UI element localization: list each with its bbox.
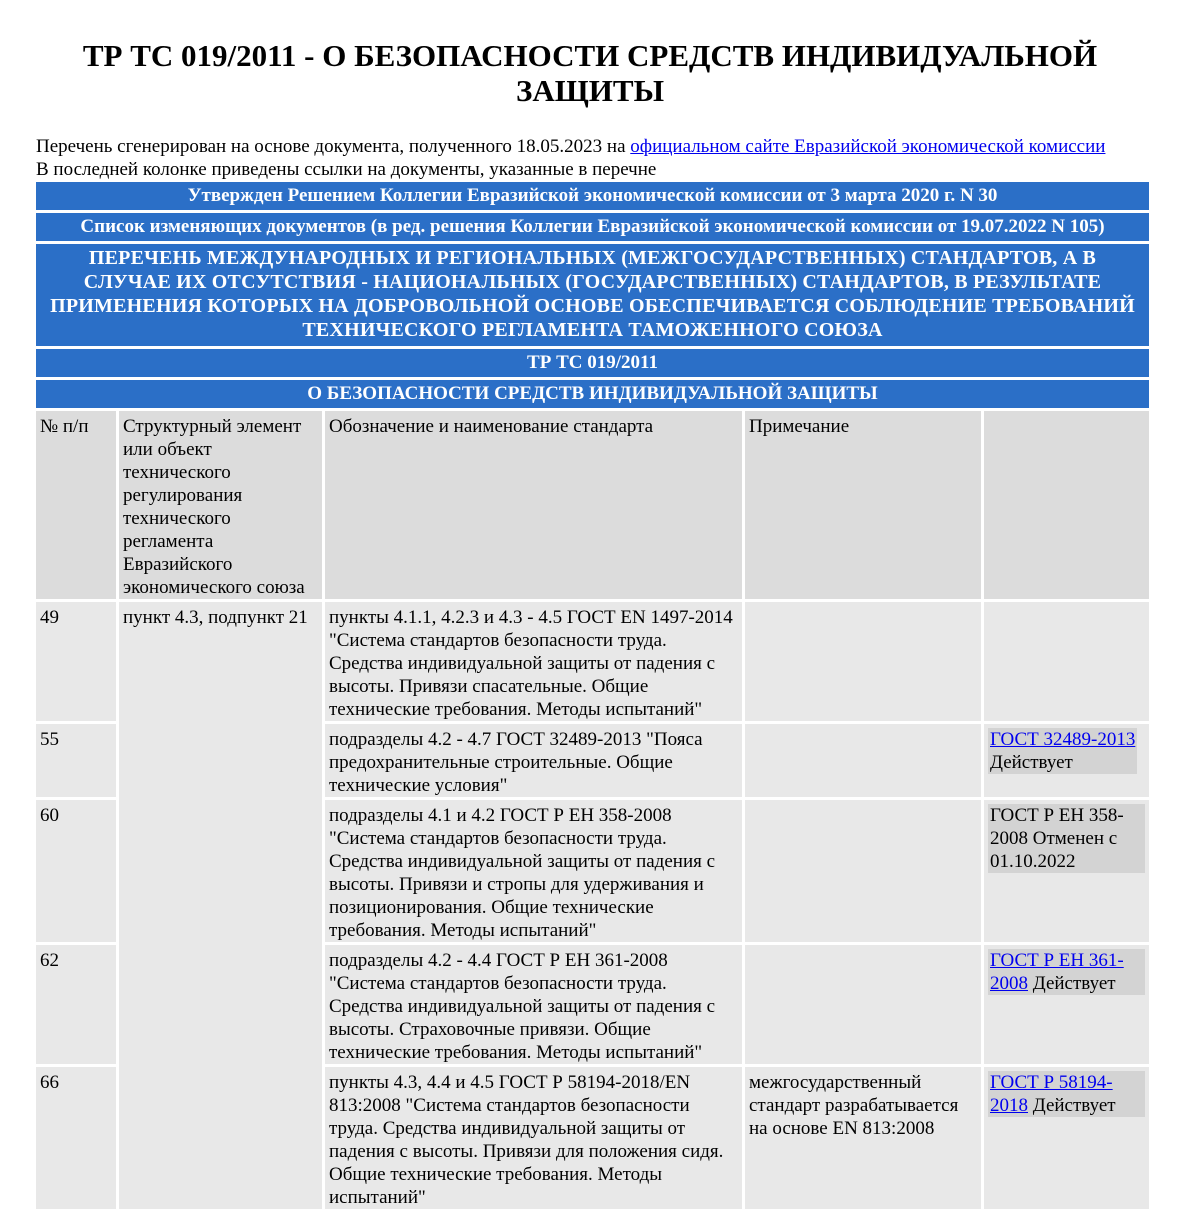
status-text: Действует bbox=[1032, 1095, 1116, 1116]
eec-site-link[interactable]: официальном сайте Евразийской экономической комиссии bbox=[630, 136, 1106, 157]
status-text: Действует bbox=[1032, 973, 1116, 994]
col-header-num: № п/п bbox=[36, 411, 116, 599]
intro-line-1 bbox=[36, 135, 1144, 158]
intro-prefix: Перечень сгенерирован на основе документа, полученного 18.05.2023 на bbox=[36, 136, 631, 157]
page-title: ТР ТС 019/2011 - О БЕЗОПАСНОСТИ СРЕДСТВ ИНДИВИДУАЛЬНОЙ ЗАЩИТЫ bbox=[82, 38, 1098, 108]
row-standard: пункты 4.3, 4.4 и 4.5 ГОСТ Р 58194-2018/EN 813:2008 "Система стандартов безопасности труда. Средства индивидуальной защиты от падения с высоты. Привязи для положения сидя. Общие технические требования. Методы испытаний" bbox=[325, 1067, 742, 1209]
row-status bbox=[984, 724, 1149, 797]
regulation-name-header: О БЕЗОПАСНОСТИ СРЕДСТВ ИНДИВИДУАЛЬНОЙ ЗАЩИТЫ bbox=[36, 380, 1149, 408]
row-note bbox=[745, 945, 981, 1064]
col-header-note: Примечание bbox=[745, 411, 981, 599]
status-badge bbox=[988, 728, 1137, 774]
row-num: 60 bbox=[36, 800, 116, 942]
intro bbox=[36, 135, 1144, 181]
standard-link[interactable]: ГОСТ Р 58194-2018 bbox=[990, 1072, 1113, 1116]
row-element: пункт 4.3, подпункт 21 bbox=[119, 602, 322, 1209]
status-badge bbox=[988, 949, 1145, 995]
approved-header: Утвержден Решением Коллегии Евразийской экономической комиссии от 3 марта 2020 г. N 30 bbox=[36, 182, 1149, 210]
row-num: 55 bbox=[36, 724, 116, 797]
status-text: Действует bbox=[990, 752, 1073, 773]
row-standard: подразделы 4.2 - 4.7 ГОСТ 32489-2013 "Пояса предохранительные строительные. Общие технические условия" bbox=[325, 724, 742, 797]
amendments-header: Список изменяющих документов (в ред. решения Коллегии Евразийской экономической комиссии от 19.07.2022 N 105) bbox=[36, 213, 1149, 241]
status-badge bbox=[988, 1071, 1145, 1117]
row-standard: пункты 4.1.1, 4.2.3 и 4.3 - 4.5 ГОСТ EN 1497-2014 "Система стандартов безопасности труда. Средства индивидуальной защиты от падения с высоты. Привязи спасательные. Общие технические требования. Методы испытаний" bbox=[325, 602, 742, 721]
col-header-link bbox=[984, 411, 1149, 599]
row-standard: подразделы 4.1 и 4.2 ГОСТ Р ЕН 358-2008 "Система стандартов безопасности труда. Средства индивидуальной защиты от падения с высоты. Привязи и стропы для удерживания и позиционирования. Общие технические требования. Методы испытаний" bbox=[325, 800, 742, 942]
regulation-code-header: ТР ТС 019/2011 bbox=[36, 349, 1149, 377]
row-note bbox=[745, 724, 981, 797]
standards-table bbox=[33, 179, 1152, 1212]
row-note: межгосударственный стандарт разрабатывается на основе EN 813:2008 bbox=[745, 1067, 981, 1209]
col-header-element: Структурный элемент или объект технического регулирования технического регламента Евразийского экономического союза bbox=[119, 411, 322, 599]
standard-link[interactable]: ГОСТ 32489-2013 bbox=[990, 729, 1136, 750]
row-num: 66 bbox=[36, 1067, 116, 1209]
col-header-standard: Обозначение и наименование стандарта bbox=[325, 411, 742, 599]
row-num: 62 bbox=[36, 945, 116, 1064]
row-note bbox=[745, 602, 981, 721]
column-headers bbox=[36, 411, 1149, 599]
row-status bbox=[984, 800, 1149, 942]
row-status bbox=[984, 602, 1149, 721]
row-status bbox=[984, 1067, 1149, 1209]
row-status bbox=[984, 945, 1149, 1064]
status-badge: ГОСТ Р ЕН 358-2008 Отменен с 01.10.2022 bbox=[988, 804, 1145, 873]
row-note bbox=[745, 800, 981, 942]
list-title-header: ПЕРЕЧЕНЬ МЕЖДУНАРОДНЫХ И РЕГИОНАЛЬНЫХ (МЕЖГОСУДАРСТВЕННЫХ) СТАНДАРТОВ, А В СЛУЧАЕ ИХ ОТСУТСТВИЯ - НАЦИОНАЛЬНЫХ (ГОСУДАРСТВЕННЫХ) СТАНДАРТОВ, В РЕЗУЛЬТАТЕ ПРИМЕНЕНИЯ КОТОРЫХ НА ДОБРОВОЛЬНОЙ ОСНОВЕ ОБЕСПЕЧИВАЕТСЯ СОБЛЮДЕНИЕ ТРЕБОВАНИЙ ТЕХНИЧЕСКОГО РЕГЛАМЕНТА ТАМОЖЕННОГО СОЮЗА bbox=[36, 244, 1149, 346]
table-row bbox=[36, 602, 1149, 721]
row-standard: подразделы 4.2 - 4.4 ГОСТ Р ЕН 361-2008 "Система стандартов безопасности труда. Средства индивидуальной защиты от падения с высоты. Страховочные привязи. Общие технические требования. Методы испытаний" bbox=[325, 945, 742, 1064]
intro-line-2: В последней колонке приведены ссылки на документы, указанные в перечне bbox=[36, 159, 657, 180]
row-num: 49 bbox=[36, 602, 116, 721]
standard-link[interactable]: ГОСТ Р ЕН 361-2008 bbox=[990, 950, 1124, 994]
